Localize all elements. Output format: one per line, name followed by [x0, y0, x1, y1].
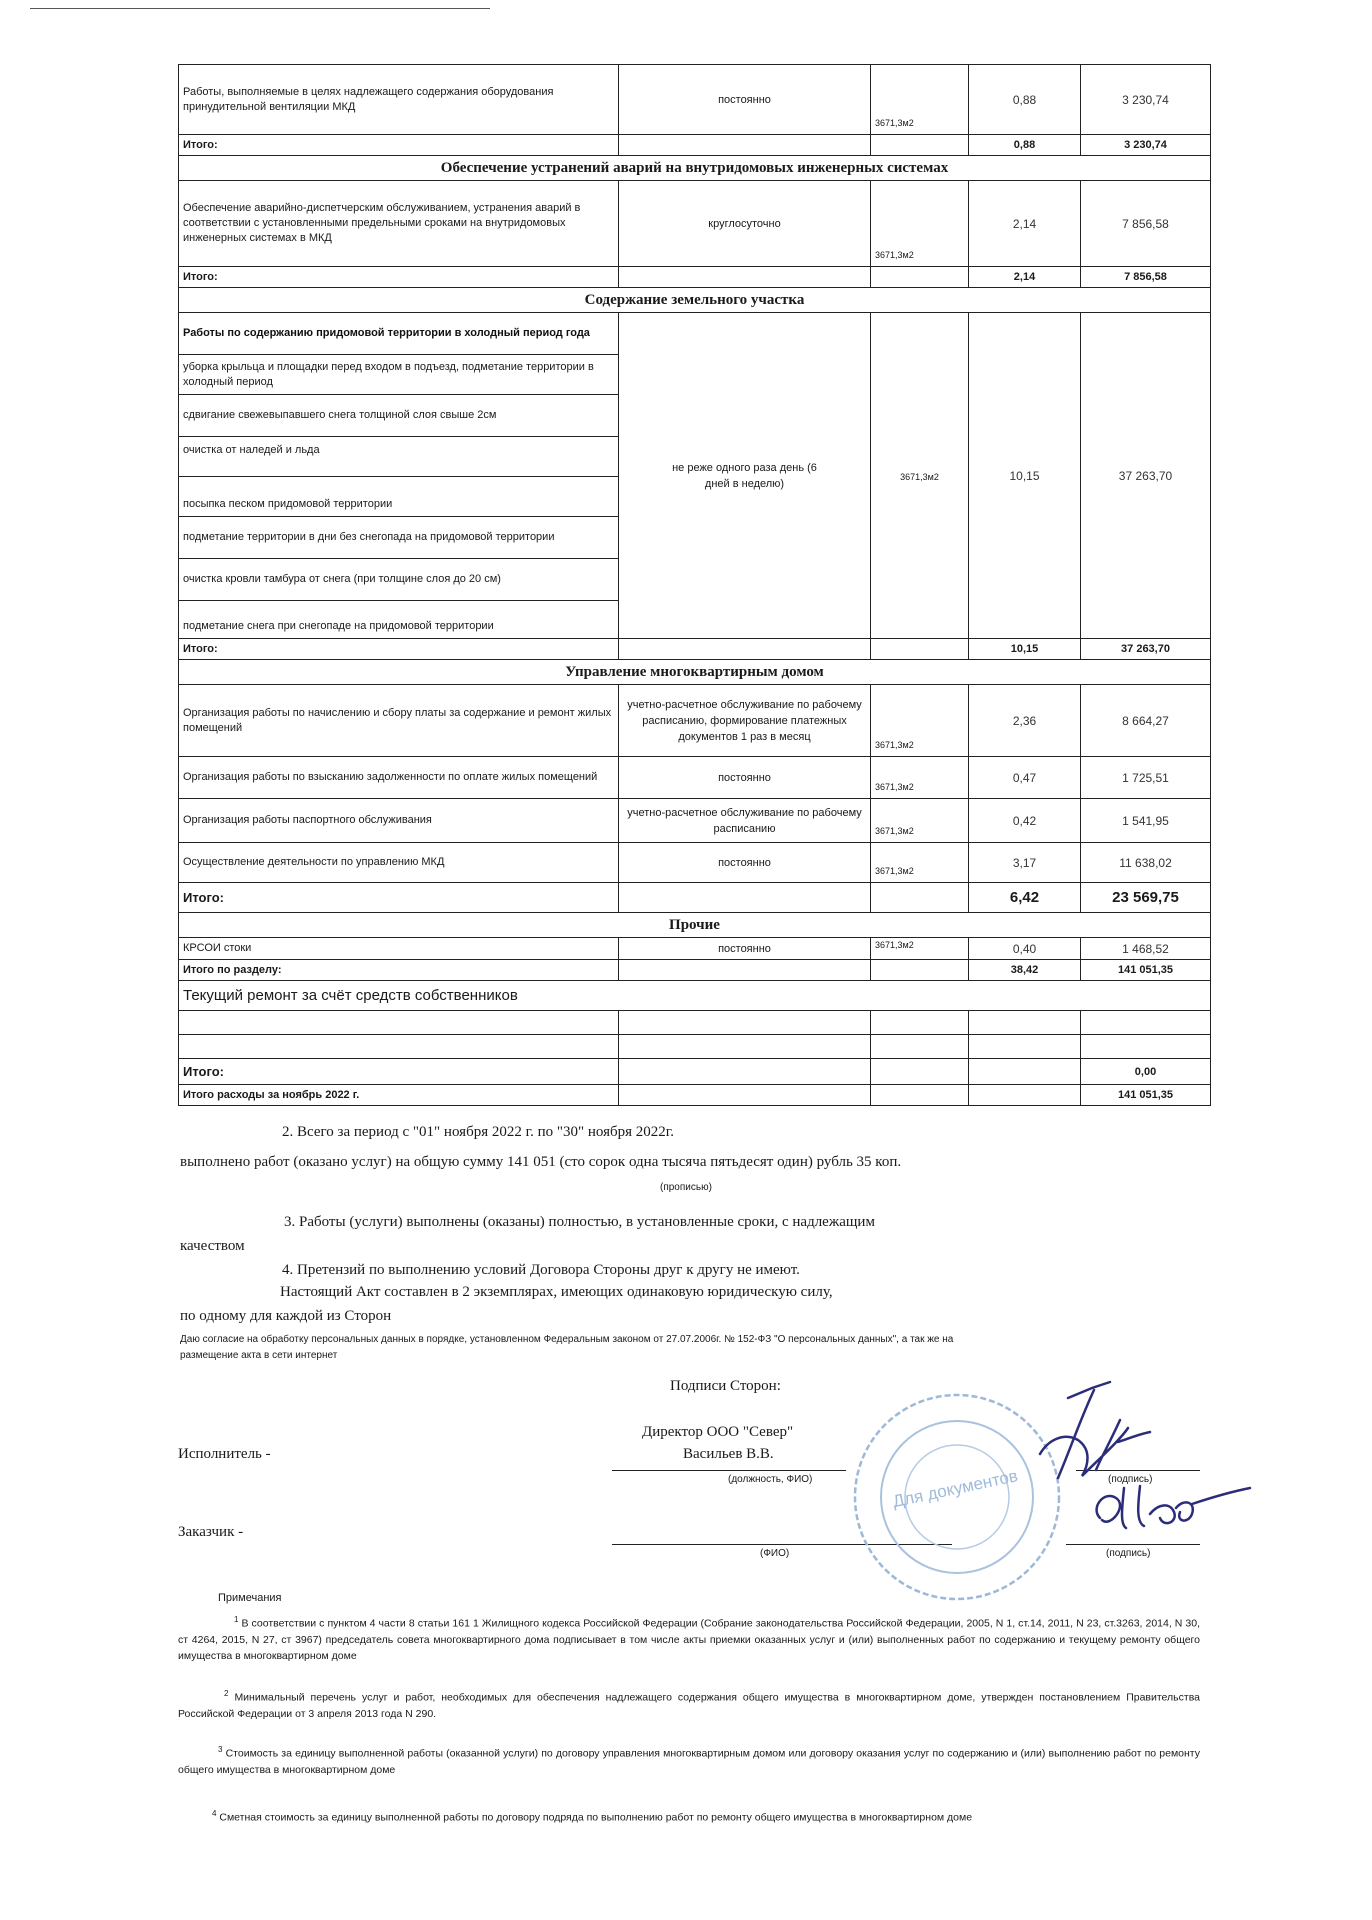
footnote-mark: 3	[218, 1745, 223, 1754]
total-sum: 141 051,35	[1081, 1085, 1211, 1106]
work-name: Осуществление деятельности по управлению МКД	[179, 843, 619, 883]
total-rate: 10,15	[969, 639, 1081, 660]
table-row	[179, 981, 1211, 1011]
table-row	[179, 938, 1211, 960]
total-label: Итого:	[179, 267, 619, 288]
work-rate: 0,40	[969, 938, 1081, 960]
work-frequency: не реже одного раза день (6 дней в неделю)	[619, 313, 871, 639]
total-label: Итого по разделу:	[179, 960, 619, 981]
total-sum: 3 230,74	[1081, 135, 1211, 156]
work-sum: 3 230,74	[1081, 65, 1211, 135]
work-frequency: учетно-расчетное обслуживание по рабочему расписанию	[619, 799, 871, 843]
work-sum: 1 541,95	[1081, 799, 1211, 843]
top-rule	[30, 8, 490, 9]
total-rate: 2,14	[969, 267, 1081, 288]
total-row	[179, 960, 1211, 981]
work-name: Организация работы по начислению и сбору платы за содержание и ремонт жилых помещений	[179, 685, 619, 757]
total-row	[179, 267, 1211, 288]
work-rate: 2,36	[969, 685, 1081, 757]
total-label: Итого:	[179, 135, 619, 156]
paragraph-3-cont: качеством	[180, 1238, 245, 1254]
table-row	[179, 1035, 1211, 1059]
land-item: уборка крыльца и площадки перед входом в подъезд, подметание территории в холодный период	[179, 355, 619, 395]
ispolnitel-label: Исполнитель -	[178, 1446, 271, 1462]
note-1	[178, 1612, 1200, 1664]
table-row	[179, 181, 1211, 267]
paragraph-2-sum: выполнено работ (оказано услуг) на общую сумму 141 051 (сто сорок одна тысяча пятьдесят один) рубль 35 коп.	[180, 1154, 902, 1170]
signature-zakazchik	[1080, 1468, 1260, 1548]
paragraph-3: 3. Работы (услуги) выполнены (оказаны) полностью, в установленные сроки, с надлежащим	[284, 1214, 875, 1230]
work-sum: 1 725,51	[1081, 757, 1211, 799]
table-row	[179, 1011, 1211, 1035]
section-header	[179, 156, 1211, 181]
total-sum: 7 856,58	[1081, 267, 1211, 288]
total-sum: 0,00	[1081, 1059, 1211, 1085]
total-rate: 0,88	[969, 135, 1081, 156]
consent-line-1: Даю согласие на обработку персональных данных в порядке, установленном Федеральным законом от 27.07.2006г. № 152-ФЗ "О персональных данных", а так же на	[180, 1334, 954, 1345]
work-name: Работы, выполняемые в целях надлежащего содержания оборудования принудительной вентиляции МКД	[179, 65, 619, 135]
total-label: Итого:	[179, 1059, 619, 1085]
signatures-heading: Подписи Сторон:	[670, 1378, 781, 1394]
work-sum: 37 263,70	[1081, 313, 1211, 639]
section-header	[179, 660, 1211, 685]
work-rate: 3,17	[969, 843, 1081, 883]
work-rate: 0,88	[969, 65, 1081, 135]
work-frequency: постоянно	[619, 843, 871, 883]
note-4-text: Сметная стоимость за единицу выполненной работы по договору подряда по выполнению работ по ремонту общего имущества в многоквартирном доме	[219, 1811, 973, 1824]
work-frequency: постоянно	[619, 757, 871, 799]
work-name: Организация работы по взысканию задолженности по оплате жилых помещений	[179, 757, 619, 799]
note-4	[178, 1806, 1200, 1826]
footnote-mark: 4	[212, 1809, 217, 1818]
section-title: Содержание земельного участка	[179, 288, 1211, 313]
land-item: сдвигание свежевыпавшего снега толщиной слоя свыше 2см	[179, 395, 619, 437]
work-name: КРСОИ стоки	[179, 938, 619, 960]
total-row	[179, 135, 1211, 156]
note-2	[178, 1686, 1200, 1722]
section-title: Обеспечение устранений аварий на внутридомовых инженерных системах	[179, 156, 1211, 181]
total-rate: 6,42	[969, 883, 1081, 913]
section-header	[179, 288, 1211, 313]
repair-title: Текущий ремонт за счёт средств собственников	[179, 981, 1211, 1011]
table-row	[179, 843, 1211, 883]
work-frequency: постоянно	[619, 938, 871, 960]
podpis-caption-1: (подпись)	[1108, 1474, 1153, 1485]
work-name: Организация работы паспортного обслуживания	[179, 799, 619, 843]
land-item: очистка кровли тамбура от снега (при толщине слоя до 20 см)	[179, 559, 619, 601]
table-row	[179, 65, 1211, 135]
work-unit: 3671,3м2	[871, 181, 969, 267]
work-frequency: круглосуточно	[619, 181, 871, 267]
total-label: Итого:	[179, 639, 619, 660]
total-sum: 37 263,70	[1081, 639, 1211, 660]
note-3	[178, 1742, 1200, 1778]
work-rate: 10,15	[969, 313, 1081, 639]
total-sum: 141 051,35	[1081, 960, 1211, 981]
dolzhnost-caption: (должность, ФИО)	[728, 1474, 813, 1485]
land-item: подметание снега при снегопаде на придомовой территории	[179, 601, 619, 639]
section-title: Прочие	[179, 913, 1211, 938]
note-3-text: Стоимость за единицу выполненной работы (оказанной услуги) по договору управления многоквартирным домом или договору оказания услуг по содержанию и (или) выполнению работ по ремонту общего имущества в многоквартирном доме	[178, 1747, 1200, 1776]
act-table	[178, 64, 1211, 1106]
table-row	[179, 313, 1211, 355]
stamp-text: Для документов	[891, 1466, 1020, 1512]
table-row	[179, 799, 1211, 843]
total-row	[179, 883, 1211, 913]
table-row	[179, 757, 1211, 799]
footnote-mark: 1	[234, 1615, 239, 1624]
work-unit: 3671,3м2	[871, 843, 969, 883]
footnote-mark: 2	[224, 1689, 229, 1698]
propisyu-caption: (прописью)	[660, 1182, 712, 1193]
work-unit: 3671,3м2	[871, 65, 969, 135]
work-rate: 0,47	[969, 757, 1081, 799]
work-sum: 1 468,52	[1081, 938, 1211, 960]
work-rate: 0,42	[969, 799, 1081, 843]
land-item: Работы по содержанию придомовой территории в холодный период года	[179, 313, 619, 355]
work-sum: 8 664,27	[1081, 685, 1211, 757]
paragraph-5-cont: по одному для каждой из Сторон	[180, 1308, 392, 1324]
total-label: Итого:	[179, 883, 619, 913]
work-unit: 3671,3м2	[871, 757, 969, 799]
director-title: Директор ООО "Север"	[642, 1424, 794, 1440]
table-row	[179, 685, 1211, 757]
total-label: Итого расходы за ноябрь 2022 г.	[179, 1085, 619, 1106]
work-unit: 3671,3м2	[871, 313, 969, 639]
paragraph-5: Настоящий Акт составлен в 2 экземплярах, имеющих одинаковую юридическую силу,	[280, 1284, 833, 1300]
paragraph-4: 4. Претензий по выполнению условий Договора Стороны друг к другу не имеют.	[282, 1262, 800, 1278]
total-row	[179, 1085, 1211, 1106]
ispolnitel-fio-line	[612, 1470, 846, 1471]
work-unit: 3671,3м2	[871, 685, 969, 757]
work-unit: 3671,3м2	[871, 938, 969, 960]
section-header	[179, 913, 1211, 938]
note-1-text: В соответствии с пунктом 4 части 8 статьи 161 1 Жилищного кодекса Российской Федерации (Собрание законодательства Российской Федерации, 2005, N 1, ст.14, 2011, N 23, ст.3263, 2014, N 30, ст 4264, 2015, N 27, ст 3967) председатель совета многоквартирного дома подписывает в том числе акты приемки оказанных услуг и (или) выполненных работ по содержанию и текущему ремонту общего имущества в многоквартирном доме	[178, 1617, 1200, 1662]
consent-line-2: размещение акта в сети интернет	[180, 1350, 338, 1361]
fio-caption: (ФИО)	[760, 1548, 790, 1559]
land-item: подметание территории в дни без снегопада на придомовой территории	[179, 517, 619, 559]
note-2-text: Минимальный перечень услуг и работ, необходимых для обеспечения надлежащего содержания общего имущества в многоквартирном доме, утвержден постановлением Правительства Российской Федерации от 3 апреля 2013 года N 290.	[178, 1691, 1201, 1720]
director-name: Васильев В.В.	[683, 1446, 774, 1462]
notes-title: Примечания	[218, 1592, 282, 1604]
total-rate: 38,42	[969, 960, 1081, 981]
work-frequency: постоянно	[619, 65, 871, 135]
work-frequency: учетно-расчетное обслуживание по рабочему расписанию, формирование платежных документов 1 раз в месяц	[619, 685, 871, 757]
work-sum: 11 638,02	[1081, 843, 1211, 883]
paragraph-2: 2. Всего за период с "01" ноября 2022 г. по "30" ноября 2022г.	[282, 1124, 674, 1140]
land-item: очистка от наледей и льда	[179, 437, 619, 477]
podpis-caption-2: (подпись)	[1106, 1548, 1151, 1559]
work-unit: 3671,3м2	[871, 799, 969, 843]
land-item: посыпка песком придомовой территории	[179, 477, 619, 517]
work-name: Обеспечение аварийно-диспетчерским обслуживанием, устранения аварий в соответствии с установленными предельными сроками на внутридомовых инженерных системах в МКД	[179, 181, 619, 267]
work-sum: 7 856,58	[1081, 181, 1211, 267]
total-sum: 23 569,75	[1081, 883, 1211, 913]
total-row	[179, 1059, 1211, 1085]
section-title: Управление многоквартирным домом	[179, 660, 1211, 685]
work-rate: 2,14	[969, 181, 1081, 267]
zakazchik-label: Заказчик -	[178, 1524, 244, 1540]
total-row	[179, 639, 1211, 660]
